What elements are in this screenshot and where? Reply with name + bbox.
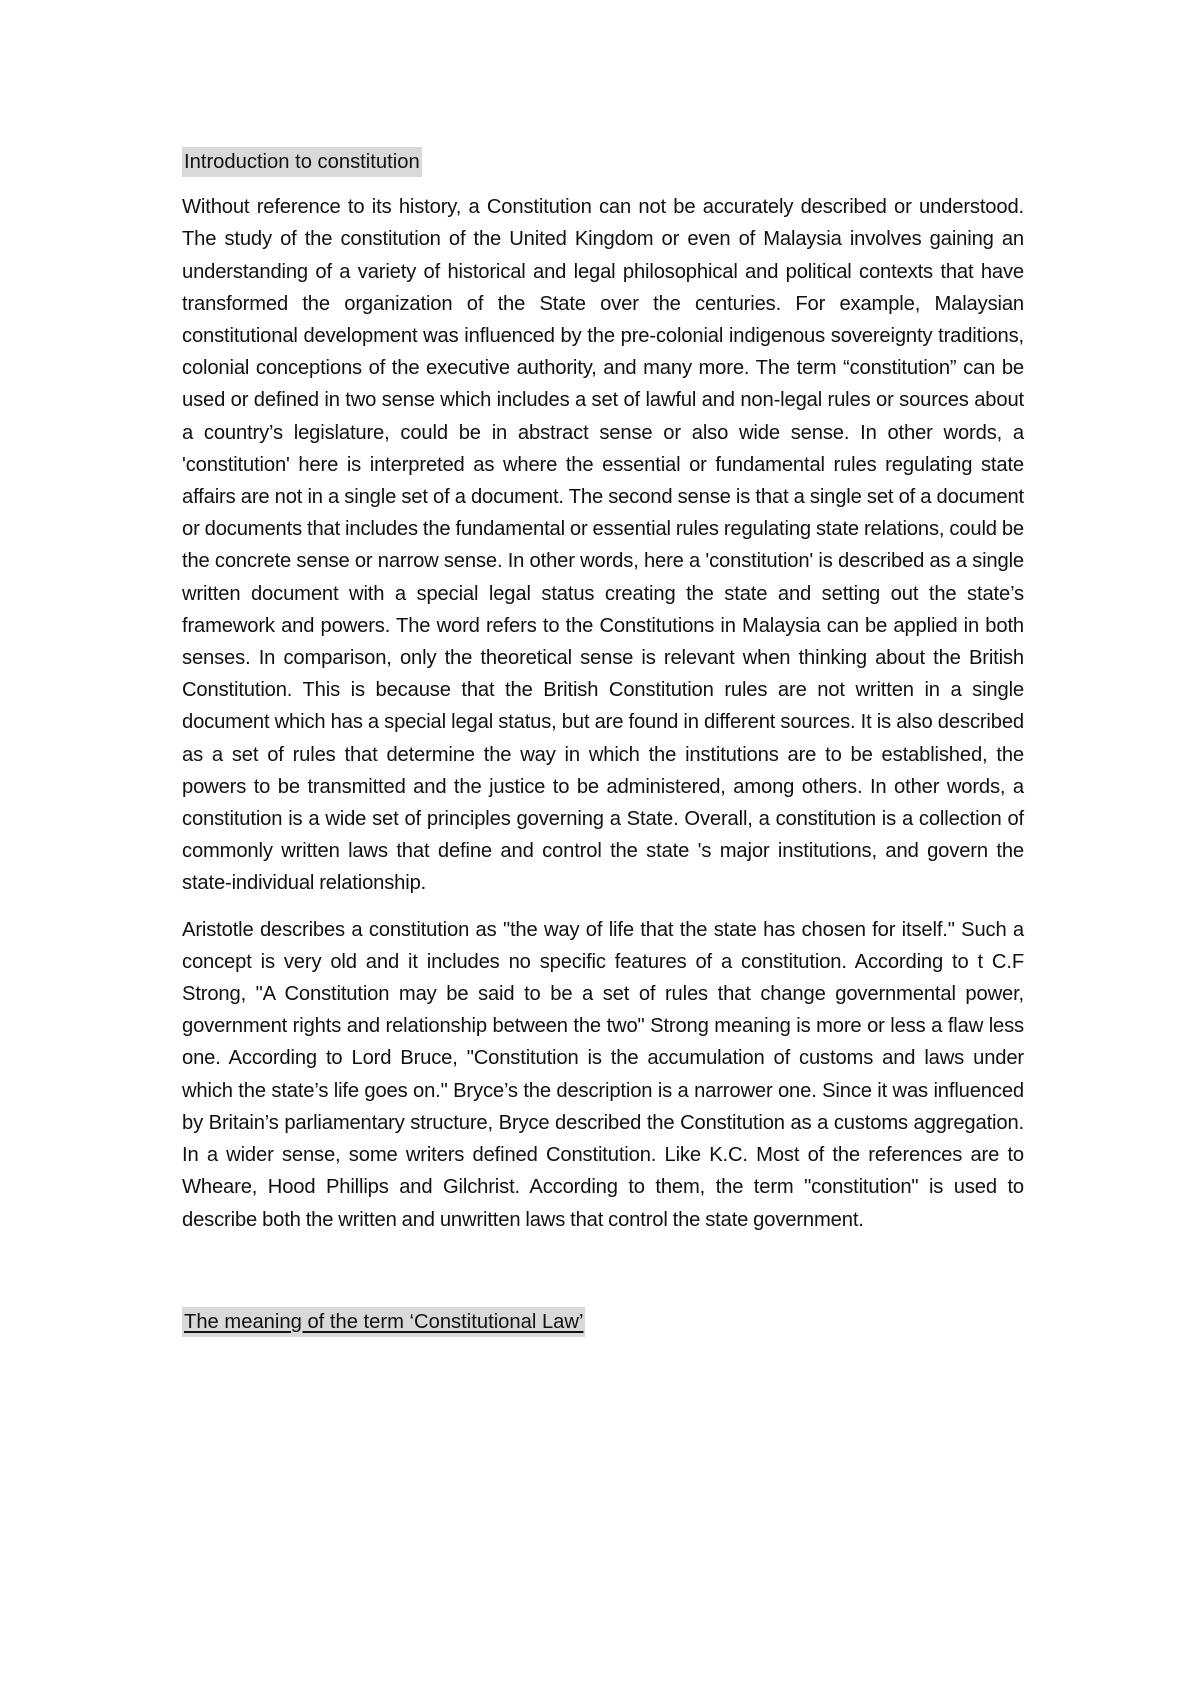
section-heading-constitutional-law-wrap: [182, 1306, 1024, 1338]
document-body: [182, 146, 1024, 1351]
paragraph-constitution-definition: Without reference to its history, a Constitution can not be accurately described or understood. The study of the constitution of the United Kingdom or even of Malaysia involves gaining an understanding of a variety of historical and legal philosophical and political contexts that have transformed the organization of the State over the centuries. For example, Malaysian constitutional development was influenced by the pre-colonial indigenous sovereignty traditions, colonial conceptions of the executive authority, and many more. The term “constitution” can be used or defined in two sense which includes a set of lawful and non-legal rules or sources about a country’s legislature, could be in abstract sense or also wide sense. In other words, a 'constitution' here is interpreted as where the essential or fundamental rules regulating state affairs are not in a single set of a document. The second sense is that a single set of a document or documents that includes the fundamental or essential rules regulating state relations, could be the concrete sense or narrow sense. In other words, here a 'constitution' is described as a single written document with a special legal status creating the state and setting out the state’s framework and powers. The word refers to the Constitutions in Malaysia can be applied in both senses. In comparison, only the theoretical sense is relevant when thinking about the British Constitution. This is because that the British Constitution rules are not written in a single document which has a special legal status, but are found in different sources. It is also described as a set of rules that determine the way in which the institutions are to be established, the powers to be transmitted and the justice to be administered, among others. In other words, a constitution is a wide set of principles governing a State. Overall, a constitution is a collection of commonly written laws that define and control the state 's major institutions, and govern the state-individual relationship.: [182, 196, 1024, 895]
section-heading-constitutional-law: The meaning of the term ‘Constitutional Law’: [182, 1307, 585, 1337]
section-heading-introduction-wrap: [182, 146, 1024, 178]
paragraph-constitution-views: Aristotle describes a constitution as "the way of life that the state has chosen for itself." Such a concept is very old and it includes no specific features of a constitution. According to t C.F Strong, "A Constitution may be said to be a set of rules that change governmental power, government rights and relationship between the two" Strong meaning is more or less a flaw less one. According to Lord Bruce, "Constitution is the accumulation of customs and laws under which the state’s life goes on." Bryce’s the description is a narrower one. Since it was influenced by Britain’s parliamentary structure, Bryce described the Constitution as a customs aggregation. In a wider sense, some writers defined Constitution. Like K.C. Most of the references are to Wheare, Hood Phillips and Gilchrist. According to them, the term "constitution" is used to describe both the written and unwritten laws that control the state government.: [182, 918, 1024, 1231]
section-heading-introduction: Introduction to constitution: [182, 147, 422, 177]
